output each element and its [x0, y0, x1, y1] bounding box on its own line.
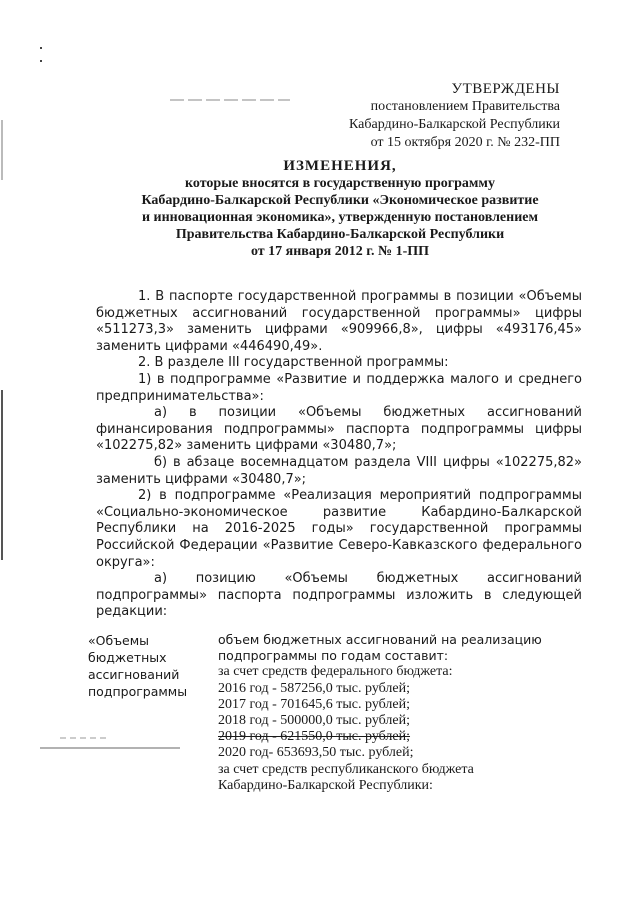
paragraph: 1) в подпрограмме «Развитие и поддержка малого и среднего предпринимательства»:	[96, 371, 582, 404]
paragraph: а) в позиции «Объемы бюджетных ассигнований финансирования подпрограммы» паспорта подпрограммы цифры «102275,82» заменить цифрами «30480,7»;	[96, 405, 582, 454]
paragraph: 2. В разделе III государственной программы:	[138, 355, 449, 371]
table-label-line: подпрограммы	[88, 684, 188, 699]
title-line: Правительства Кабардино-Балкарской Республики	[175, 227, 505, 242]
document-title	[100, 158, 580, 260]
year-2020-amount: 2020 год- 653693,50 тыс. рублей;	[218, 745, 414, 761]
title-line: которые вносятся в государственную программу	[185, 176, 495, 191]
approval-heading: УТВЕРЖДЕНЫ	[451, 81, 560, 97]
paragraph: а) позицию «Объемы бюджетных ассигнований подпрограммы» паспорта подпрограммы изложить в следующей редакции:	[96, 571, 582, 620]
title-line: Кабардино-Балкарской Республики «Экономическое развитие	[141, 193, 539, 208]
title-line: и инновационная экономика», утвержденную постановлением	[141, 210, 539, 225]
year-2018-amount: 2018 год - 500000,0 тыс. рублей;	[218, 713, 411, 729]
scan-speck	[40, 47, 42, 49]
table-value-cell	[218, 632, 578, 794]
approval-block	[320, 80, 560, 152]
scan-speck	[40, 60, 42, 62]
table-label-line: ассигнований	[88, 667, 180, 682]
table-text: Кабардино-Балкарской Республики:	[218, 777, 433, 793]
table-label-line: бюджетных	[88, 650, 167, 665]
document-body	[96, 289, 582, 621]
table-label-cell	[88, 632, 208, 700]
year-2016-amount: 2016 год - 587256,0 тыс. рублей;	[218, 680, 411, 696]
approval-line: от 15 октября 2020 г. № 232-ПП	[370, 135, 560, 150]
year-2019-amount: 2019 год - 621550,0 тыс. рублей;	[218, 729, 411, 745]
paragraph: 2) в подпрограмме «Реализация мероприятий подпрограммы «Социально-экономическое развитие Кабардино-Балкарской Республики на 2016-2025 годы» государственной программы Российской Федерации «Развитие Северо-Кавказского федерального округа»:	[96, 488, 582, 570]
table-label-line: «Объемы	[88, 633, 150, 648]
title-line: от 17 января 2012 г. № 1-ПП	[250, 244, 430, 259]
approval-line: постановлением Правительства	[370, 99, 560, 114]
title-heading: ИЗМЕНЕНИЯ,	[283, 158, 397, 174]
table-text: объем бюджетных ассигнований на реализацию подпрограммы по годам составит:	[218, 632, 542, 664]
table-text: за счет средств федерального бюджета:	[218, 664, 453, 680]
table-text: за счет средств республиканского бюджета	[218, 761, 474, 777]
paragraph: 1. В паспорте государственной программы в позиции «Объемы бюджетных ассигнований государственной программы» цифры «511273,3» заменить цифрами «909966,8», цифры «493176,45» заменить цифрами «446490,49».	[96, 289, 582, 354]
year-2017-amount: 2017 год - 701645,6 тыс. рублей;	[218, 696, 411, 712]
paragraph: б) в абзаце восемнадцатом раздела VIII цифры «102275,82» заменить цифрами «30480,7»;	[96, 454, 582, 487]
approval-line: Кабардино-Балкарской Республики	[349, 117, 560, 132]
